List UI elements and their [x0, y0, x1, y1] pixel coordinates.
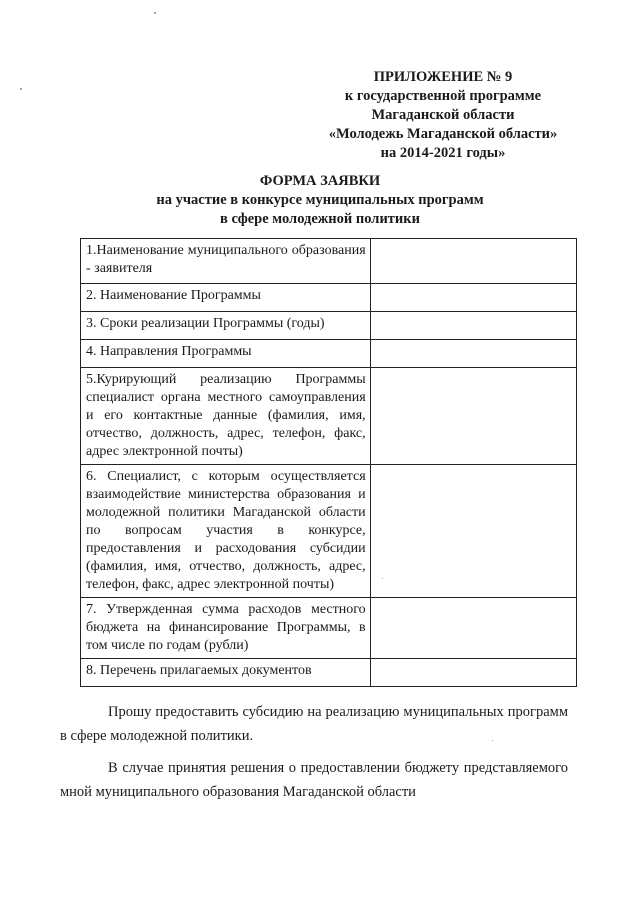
table-row: [81, 465, 577, 598]
request-paragraph-1: Прошу предоставить субсидию на реализацию муниципальных программ в сфере молодежной политики.: [60, 704, 568, 744]
row-value: [370, 239, 576, 284]
table-row: [81, 340, 577, 368]
row-value: [370, 284, 576, 312]
row-value: [370, 312, 576, 340]
table-row: [81, 368, 577, 465]
row-label: 7. Утвержденная сумма расходов местного бюджета на финансирование Программы, в том числе по годам (рубли): [81, 598, 371, 659]
row-value: [370, 340, 576, 368]
row-value: [370, 368, 576, 465]
scan-speck: [20, 88, 22, 90]
scan-speck: [492, 740, 493, 741]
appendix-program-years: на 2014-2021 годы»: [380, 145, 506, 161]
table-row: [81, 312, 577, 340]
form-title-block: [60, 172, 580, 229]
row-value: [370, 465, 576, 598]
table-row: [81, 284, 577, 312]
request-text: [60, 700, 568, 812]
application-form-table: [80, 238, 577, 687]
appendix-region: Магаданской области: [371, 107, 515, 123]
form-subtitle-line2: в сфере молодежной политики: [220, 211, 420, 227]
row-label: 3. Сроки реализации Программы (годы): [81, 312, 371, 340]
table-row: [81, 598, 577, 659]
row-label: 4. Направления Программы: [81, 340, 371, 368]
row-value: [370, 659, 576, 687]
row-value: [370, 598, 576, 659]
table-row: [81, 239, 577, 284]
appendix-program-ref: к государственной программе: [344, 88, 542, 104]
appendix-header: [300, 68, 586, 163]
scan-speck: [382, 578, 383, 579]
row-label: 1.Наименование муниципального образования - заявителя: [81, 239, 371, 284]
form-subtitle-line1: на участие в конкурсе муниципальных программ: [156, 192, 484, 208]
appendix-program-name: «Молодежь Магаданской области»: [328, 126, 558, 142]
request-paragraph-2: В случае принятия решения о предоставлении бюджету представляемого мной муниципального образования Магаданской области: [60, 760, 568, 800]
table-row: [81, 659, 577, 687]
scan-speck: [154, 12, 156, 14]
row-label: 8. Перечень прилагаемых документов: [81, 659, 371, 687]
row-label: 5.Курирующий реализацию Программы специалист органа местного самоуправления и его контактные данные (фамилия, имя, отчество, должность, адрес, телефон, факс, адрес электронной почты): [81, 368, 371, 465]
appendix-number: ПРИЛОЖЕНИЕ № 9: [373, 69, 513, 85]
row-label: 6. Специалист, с которым осуществляется взаимодействие министерства образования и молодежной политики Магаданской области по вопросам участия в конкурсе, предоставления и расходования субсидии (фамилия, имя, отчество, должность, адрес, телефон, факс, адрес электронной почты): [81, 465, 371, 598]
form-title: ФОРМА ЗАЯВКИ: [259, 173, 381, 189]
row-label: 2. Наименование Программы: [81, 284, 371, 312]
